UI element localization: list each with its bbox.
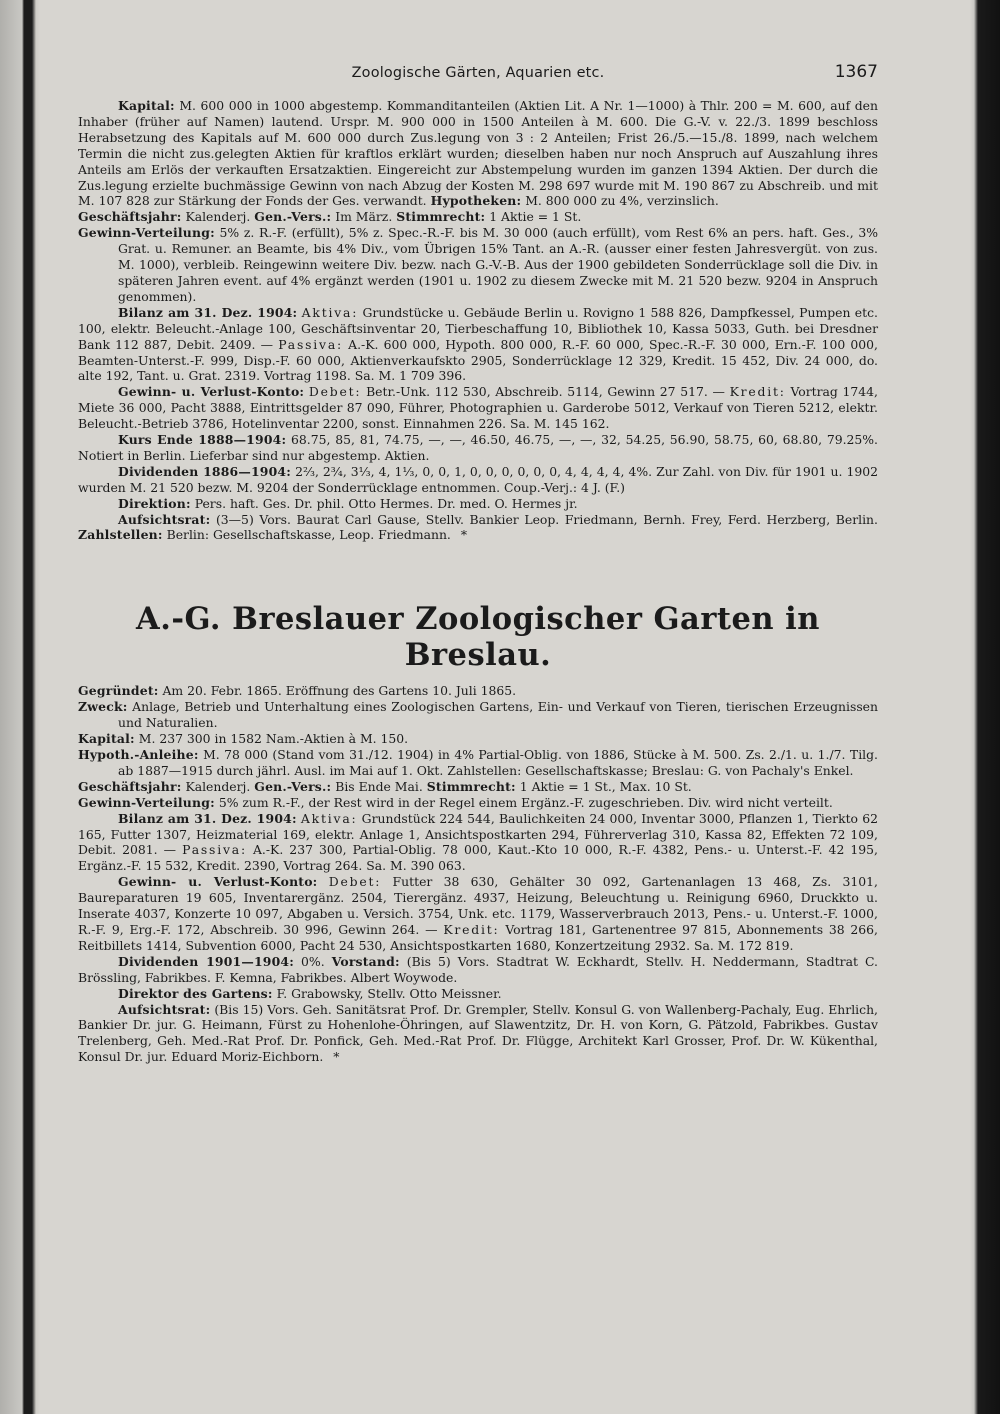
company-title: A.-G. Breslauer Zoologischer Garten in Breslau. <box>136 601 820 674</box>
debet-text: Betr.-Unk. 112 530, Abschreib. 5114, Gewinn 27 517. — <box>366 384 725 400</box>
gewinn-verteilung-label: Gewinn-Verteilung: <box>78 794 215 810</box>
aufsichtsrat-paragraph <box>78 512 878 544</box>
dividenden-label: Dividenden 1901—1904: <box>118 953 295 969</box>
gewinn-verlust-label: Gewinn- u. Verlust-Konto: <box>118 874 318 890</box>
zweck-label: Zweck: <box>78 699 128 715</box>
gegruendet-label: Gegründet: <box>78 683 159 699</box>
kredit-text: Vortrag 181, Gartenentree 97 815, Abonnements 38 266, Reitbillets 1414, Subvention 6000, Pacht 24 530, Ansichtspostkarten 1680, Konzertzeitung 2932. Sa. M. 172 819. <box>78 921 878 953</box>
bilanz-paragraph <box>78 305 878 385</box>
aktiva-label: Aktiva: <box>300 810 358 826</box>
scan-left-edge <box>0 0 40 1414</box>
aktiva-text: Grundstück 224 544, Baulichkeiten 24 000, Inventar 3000, Pflanzen 1, Tierkto 62 165, Futter 1307, Heizmaterial 169, elektr. Anlage 1, Ansichtspostkarten 294, Führerverlag 310, Kassa 82, Effekten 72 109, Debit. 2081. — <box>78 810 878 858</box>
kurs-text: 68.75, 85, 81, 74.75, —, —, 46.50, 46.75, —, —, 32, 54.25, 56.90, 58.75, 60, 68.80, 79.25%. Notiert in Berlin. Lieferbar sind nur abgestemp. Aktien. <box>78 432 878 463</box>
kapital-text: M. 600 000 in 1000 abgestemp. Kommanditanteilen (Aktien Lit. A Nr. 1—1000) à Thlr. 200 = M. 600, auf den Inhaber (früher auf Namen) lautend. Urspr. M. 900 000 in 1500 Anteilen à M. 600. Die G.-V. v. 22./3. 1899 beschloss Herabsetzung des Kapitals auf M. 600 000 durch Zus.legung von 3 : 2 Anteilen; Frist 26./5.—15./8. 1899, nach welchem Termin die nicht zus.gelegten Aktien für kraftlos erklärt wurden; dieselben haben nur noch Anspruch auf Auszahlung ihres Anteils am Erlös der verkauften Ersatzaktien. Eingereicht zur Abstempelung wurden im ganzen 1394 Aktien. Der durch die Zus.legung erzielte buchmässige Gewinn von nach Abzug der Kosten M. 298 697 wurde mit M. 190 867 zu Abschreib. und mit M. 107 828 zur Stärkung der Fonds der Ges. verwandt. <box>78 98 878 209</box>
hypoth-anleihe-text: M. 78 000 (Stand vom 31./12. 1904) in 4% Partial-Oblig. von 1886, Stücke à M. 500. Zs. 2./1. u. 1./7. Tilg. ab 1887—1915 durch jährl. Ausl. im Mai auf 1. Okt. Zahlstellen: Gesellschaftskasse; Breslau: G. von Pachaly's Enkel. <box>118 747 878 778</box>
gewinn-verlust-label: Gewinn- u. Verlust-Konto: <box>118 384 305 400</box>
gen-vers-label: Gen.-Vers.: <box>254 209 332 225</box>
kredit-label: Kredit: <box>729 384 786 400</box>
hypoth-anleihe-paragraph <box>78 747 878 779</box>
zweck-paragraph <box>78 699 878 731</box>
direktion-text: Pers. haft. Ges. Dr. phil. Otto Hermes. Dr. med. O. Hermes jr. <box>194 495 578 511</box>
dividenden-text: 2⅔, 2¾, 3⅓, 4, 1⅓, 0, 0, 1, 0, 0, 0, 0, 0, 0, 4, 4, 4, 4, 4%. Zur Zahl. von Div. für 1901 u. 1902 wurden M. 21 520 bezw. M. 9204 der Sonderrücklage entnommen. Coup.-Verj.: 4 J. (F.) <box>78 463 878 495</box>
aufsichtsrat-label: Aufsichtsrat: <box>118 511 211 527</box>
aufsichtsrat-text: (3—5) Vors. Baurat Carl Gause, Stellv. Bankier Leop. Friedmann, Bernh. Frey, Ferd. Herzberg, Berlin. <box>215 511 878 527</box>
passiva-text: A.-K. 600 000, Hypoth. 800 000, R.-F. 60 000, Spec.-R.-F. 30 000, Ern.-F. 100 000, Beamten-Unterst.-F. 999, Disp.-F. 60 000, Aktienverkaufskto 2905, Sonderrücklage 12 329, Kredit. 15 452, Div. 24 000, do. alte 192, Tant. u. Grat. 2319. Vortrag 1198. Sa. M. 1 709 396. <box>78 336 878 384</box>
gewinn-verlust-paragraph <box>78 384 878 432</box>
debet-label: Debet: <box>328 874 382 890</box>
kapital-text: M. 237 300 in 1582 Nam.-Aktien à M. 150. <box>138 731 409 747</box>
gewinn-verteilung-text: 5% zum R.-F., der Rest wird in der Regel einem Ergänz.-F. zugeschrieben. Div. wird nicht verteilt. <box>218 794 833 810</box>
direktor-text: F. Grabowsky, Stellv. Otto Meissner. <box>276 985 502 1001</box>
document-page <box>78 62 878 1065</box>
stimmrecht-text: 1 Aktie = 1 St. <box>489 209 582 225</box>
aufsichtsrat-paragraph <box>78 1002 878 1066</box>
gewinn-verteilung-paragraph <box>78 795 878 811</box>
kapital-paragraph <box>78 731 878 747</box>
aufsichtsrat-text: (Bis 15) Vors. Geh. Sanitätsrat Prof. Dr. Grempler, Stellv. Konsul G. von Wallenberg-Pachaly, Eug. Ehrlich, Bankier Dr. jur. G. Heimann, Fürst zu Hohenlohe-Öhringen, auf Slawentzitz, Dr. H. von Korn, G. Pätzold, Fabrikbes. Gustav Trelenberg, Geh. Med.-Rat Prof. Dr. Ponfick, Geh. Med.-Rat Prof. Dr. Flügge, Architekt Karl Grosser, Prof. Dr. W. Kükenthal, Konsul Dr. jur. Eduard Moriz-Eichborn. <box>78 1001 878 1065</box>
stimmrecht-text: 1 Aktie = 1 St., Max. 10 St. <box>519 778 692 794</box>
geschaeftsjahr-text: Kalenderj. <box>185 209 251 225</box>
gewinn-verteilung-paragraph <box>78 225 878 305</box>
hypotheken-text: M. 800 000 zu 4%, verzinslich. <box>525 193 719 209</box>
aktiva-text: Grundstücke u. Gebäude Berlin u. Rovigno 1 588 826, Dampfkessel, Pumpen etc. 100, elektr. Beleucht.-Anlage 100, Geschäftsinventar 20, Tierbeschaffung 10, Bibliothek 10, Kassa 5033, Guth. bei Dresdner Bank 112 887, Debit. 2409. — <box>78 304 878 352</box>
hypoth-anleihe-label: Hypoth.-Anleihe: <box>78 747 199 762</box>
geschaeftsjahr-text: Kalenderj. <box>185 778 251 794</box>
direktion-paragraph <box>78 496 878 512</box>
debet-text: Futter 38 630, Gehälter 30 092, Gartenanlagen 13 468, Zs. 3101, Baureparaturen 19 605, Inventarergänz. 2504, Tierergänz. 4937, Heizung, Beleuchtung u. Reinigung 6960, Druckkto u. Inserate 4037, Konzerte 10 097, Abgaben u. Versich. 3754, Unk. etc. 1179, Wasserverbrauch 2013, Pens.- u. Unterst.-F. 1000, R.-F. 9, Erg.-F. 172, Abschreib. 30 996, Gewinn 264. — <box>78 874 878 937</box>
kapital-label: Kapital: <box>118 98 175 113</box>
kapital-label: Kapital: <box>78 731 135 747</box>
bilanz-label: Bilanz am 31. Dez. 1904: <box>118 810 297 826</box>
gen-vers-label: Gen.-Vers.: <box>254 778 332 794</box>
dividenden-text: 0%. <box>301 953 325 969</box>
passiva-label: Passiva: <box>182 842 247 858</box>
debet-label: Debet: <box>308 384 362 400</box>
vorstand-text: (Bis 5) Vors. Stadtrat W. Eckhardt, Stellv. H. Neddermann, Stadtrat C. Brössling, Fabrikbes. F. Kemna, Fabrikbes. Albert Woywode. <box>78 953 878 985</box>
aktiva-label: Aktiva: <box>301 304 359 320</box>
kredit-text: Vortrag 1744, Miete 36 000, Pacht 3888, Eintrittsgelder 87 090, Führer, Photographien u. Garderobe 5012, Verkauf von Tieren 5212, elektr. Beleucht.-Betrieb 3786, Hotelinventar 2200, sonst. Einnahmen 226. Sa. M. 145 162. <box>78 384 878 432</box>
stimmrecht-label: Stimmrecht: <box>396 209 486 225</box>
entry-end-mark: * <box>333 1049 340 1065</box>
kapital-paragraph <box>78 98 878 209</box>
running-head <box>78 62 878 92</box>
running-title: Zoologische Gärten, Aquarien etc. <box>351 65 605 81</box>
scan-right-edge <box>970 0 1000 1414</box>
zweck-text: Anlage, Betrieb und Unterhaltung eines Zoologischen Gartens, Ein- und Verkauf von Tieren, tierischen Erzeugnissen und Naturalien. <box>118 699 878 731</box>
kurs-paragraph <box>78 432 878 464</box>
bilanz-label: Bilanz am 31. Dez. 1904: <box>118 304 298 320</box>
geschaeftsjahr-paragraph <box>78 209 878 225</box>
zahlstellen-label: Zahlstellen: <box>78 527 163 543</box>
kredit-label: Kredit: <box>443 921 500 937</box>
hypotheken-label: Hypotheken: <box>430 193 522 209</box>
dividenden-paragraph <box>78 464 878 496</box>
geschaeftsjahr-label: Geschäftsjahr: <box>78 209 182 225</box>
dividenden-paragraph <box>78 954 878 986</box>
gen-vers-text: Im März. <box>335 209 393 225</box>
vorstand-label: Vorstand: <box>331 953 400 969</box>
dividenden-label: Dividenden 1886—1904: <box>118 463 292 479</box>
gewinn-verlust-paragraph <box>78 874 878 954</box>
passiva-label: Passiva: <box>278 336 343 352</box>
direktor-paragraph <box>78 986 878 1002</box>
gewinn-verteilung-label: Gewinn-Verteilung: <box>78 225 215 241</box>
passiva-text: A.-K. 237 300, Partial-Oblig. 78 000, Kaut.-Kto 10 000, R.-F. 4382, Pens.- u. Unterst.-F. 42 195, Ergänz.-F. 15 532, Kredit. 2390, Vortrag 264. Sa. M. 390 063. <box>78 842 878 874</box>
direktor-label: Direktor des Gartens: <box>118 985 273 1001</box>
geschaeftsjahr-paragraph <box>78 779 878 795</box>
gewinn-verteilung-text: 5% z. R.-F. (erfüllt), 5% z. Spec.-R.-F. bis M. 30 000 (auch erfüllt), vom Rest 6% an pers. haft. Ges., 3% Grat. u. Remuner. an Beamte, bis 4% Div., vom Übrigen 15% Tant. an A.-R. (ausser einer festen Jahresvergüt. von zus. M. 1000), verbleib. Reingewinn weitere Div. bezw. nach G.-V.-B. Aus der 1900 gebildeten Sonderrücklage soll die Div. in späteren Jahren event. auf 4% ergänzt werden (1901 u. 1902 zu diesem Zwecke mit M. 21 520 bezw. 9204 in Anspruch genommen). <box>118 225 878 304</box>
stimmrecht-label: Stimmrecht: <box>426 778 516 794</box>
page-number: 1367 <box>834 62 878 82</box>
gegruendet-paragraph <box>78 683 878 699</box>
zahlstellen-text: Berlin: Gesellschaftskasse, Leop. Friedmann. <box>166 527 451 543</box>
gen-vers-text: Bis Ende Mai. <box>335 778 423 794</box>
gegruendet-text: Am 20. Febr. 1865. Eröffnung des Gartens 10. Juli 1865. <box>162 683 517 699</box>
geschaeftsjahr-label: Geschäftsjahr: <box>78 778 182 794</box>
kurs-label: Kurs Ende 1888—1904: <box>118 432 287 448</box>
direktion-label: Direktion: <box>118 495 191 511</box>
aufsichtsrat-label: Aufsichtsrat: <box>118 1001 211 1017</box>
bilanz-paragraph <box>78 811 878 875</box>
entry-end-mark: * <box>460 527 468 543</box>
